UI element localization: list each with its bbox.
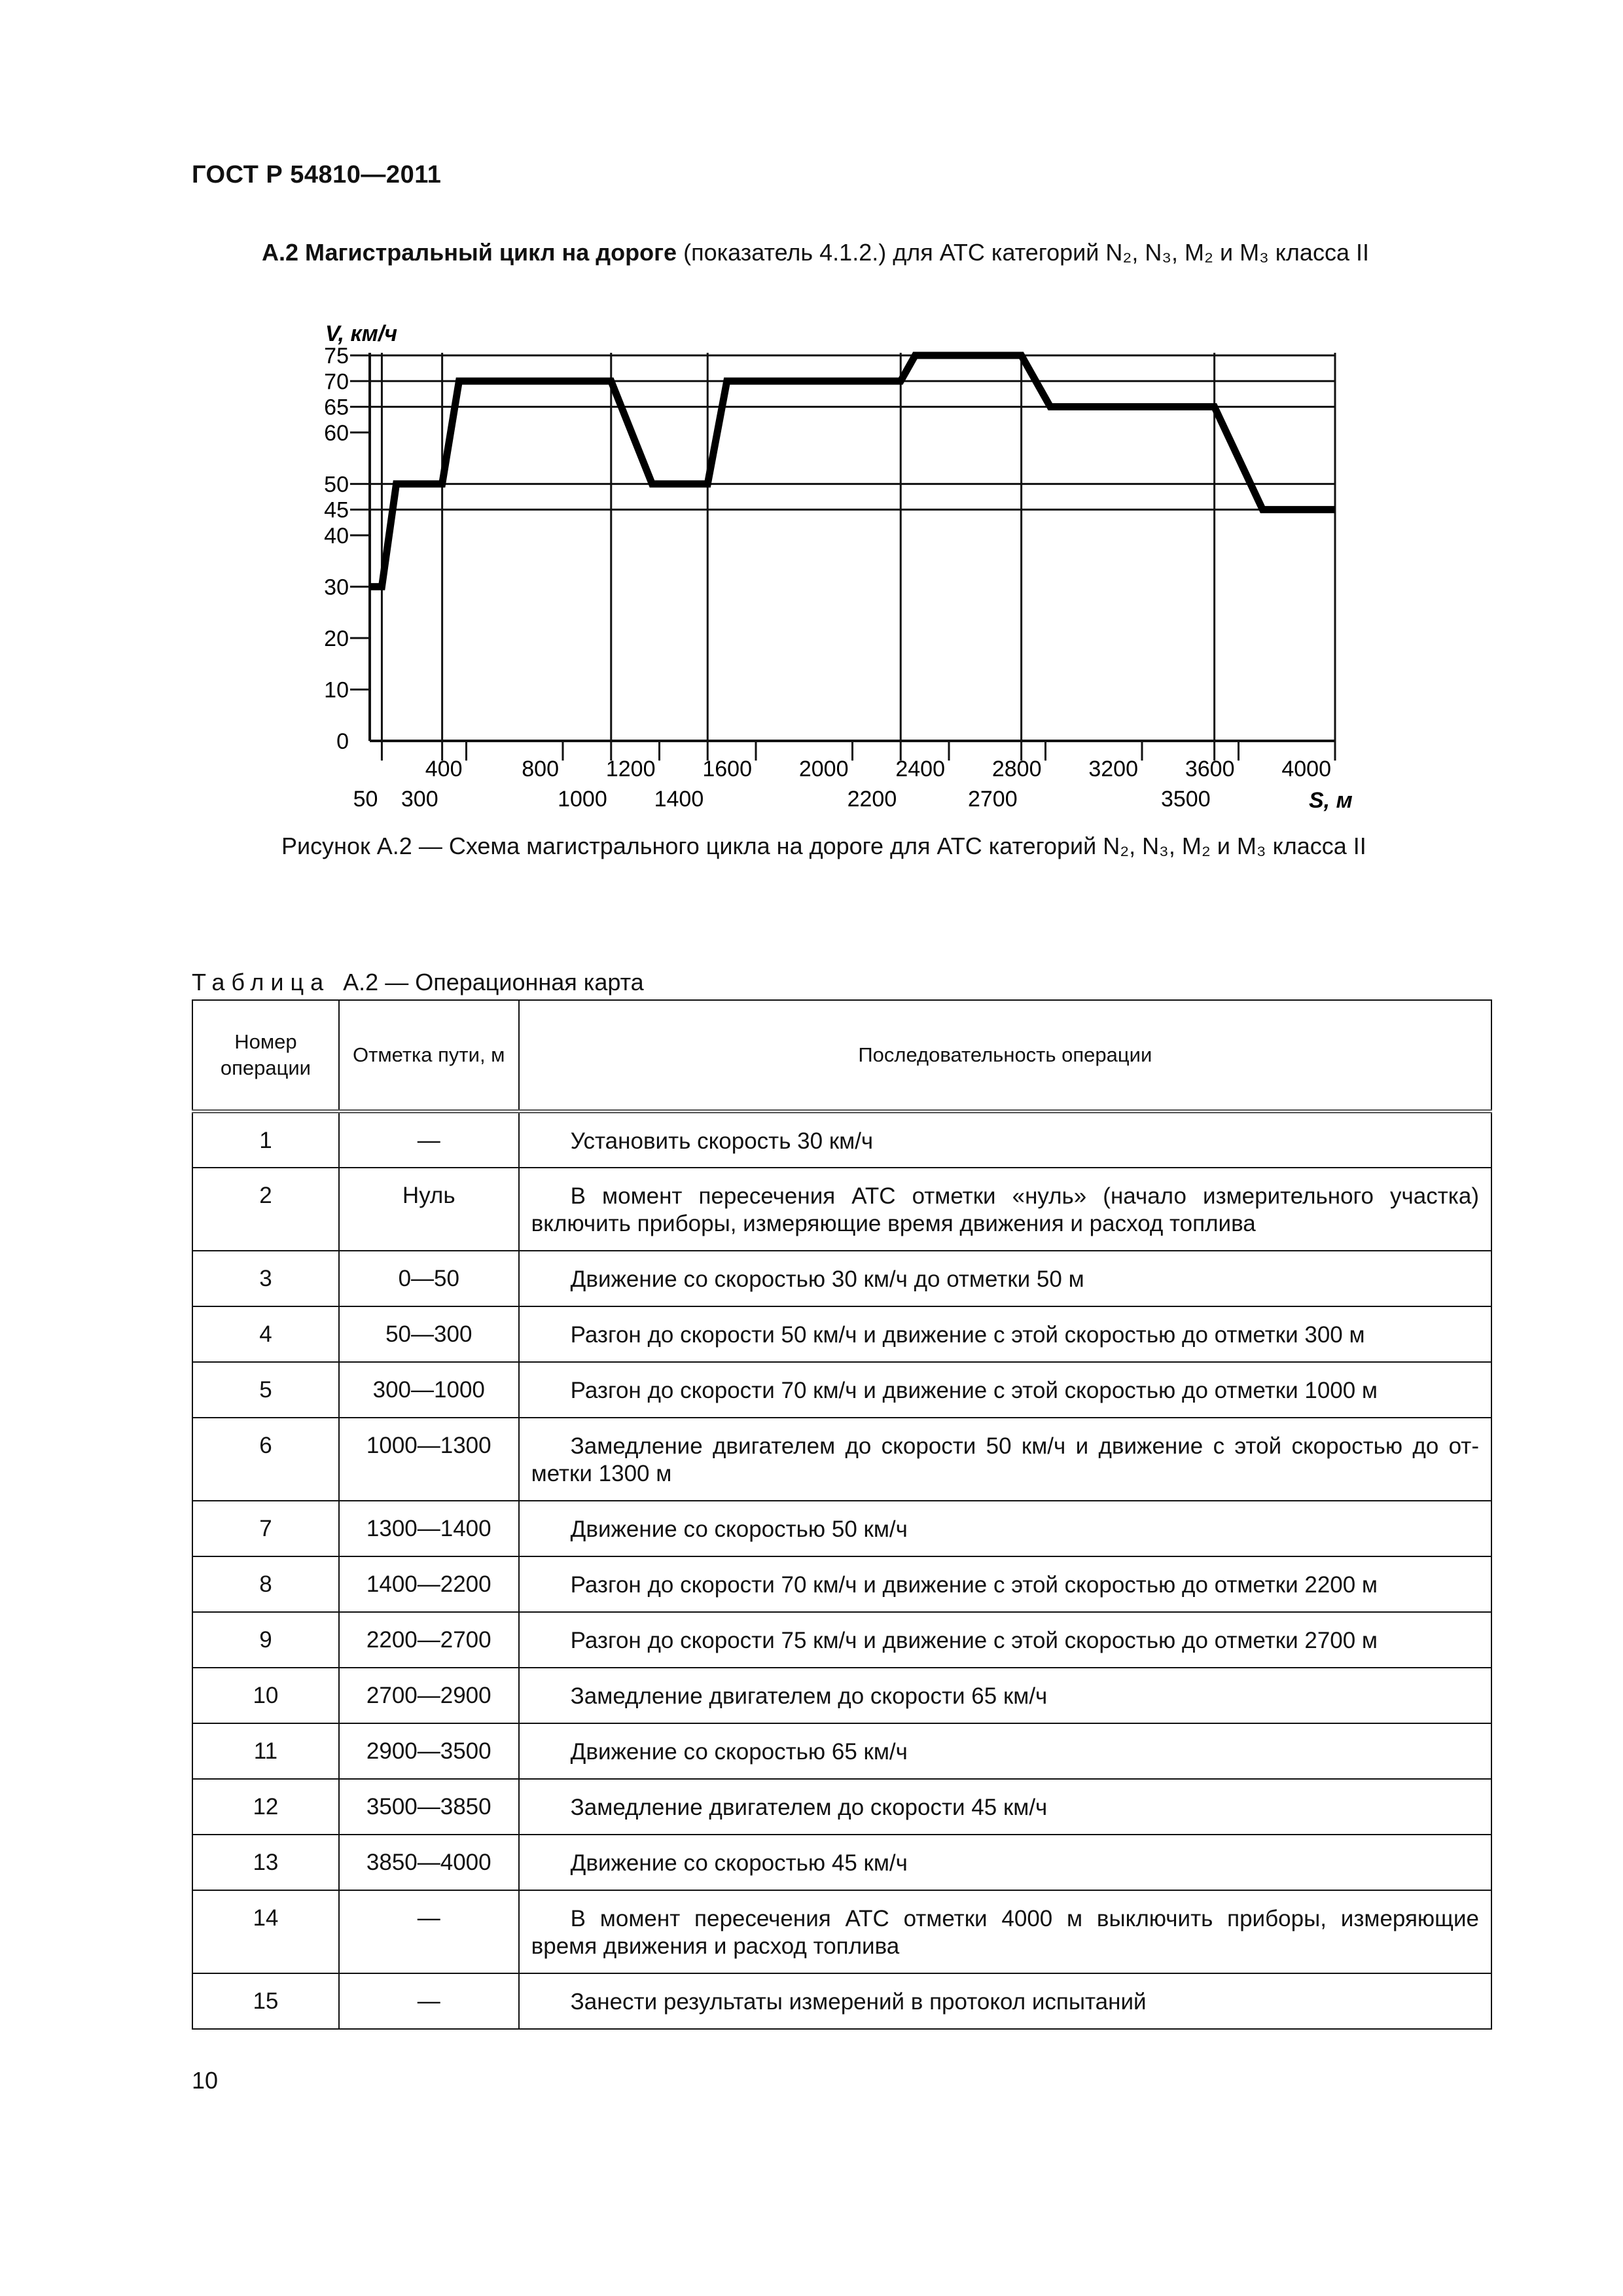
cell-operation-number: 3 — [192, 1251, 339, 1306]
x-tick-label-lower: 50 — [353, 787, 378, 812]
x-tick-label-upper: 1200 — [605, 757, 656, 781]
table-caption-title: А.2 — Операционная карта — [343, 969, 644, 996]
operation-description-text: Замедление двигателем до скорости 65 км/ч — [570, 1683, 1048, 1709]
table-row — [192, 1362, 1491, 1418]
table-row — [192, 1306, 1491, 1362]
x-tick-label-upper: 1600 — [702, 757, 752, 781]
y-tick-label: 65 — [324, 395, 349, 420]
operation-description-text: Движение со скоростью 30 км/ч до отметки 50 м — [570, 1266, 1084, 1292]
x-axis-label: S, м — [1309, 788, 1353, 813]
cell-path-mark: 50—300 — [339, 1306, 519, 1362]
cell-operation-number: 10 — [192, 1668, 339, 1723]
operation-description-text: Разгон до скорости 70 км/ч и движение с этой скоростью до отметки 2200 м — [570, 1572, 1378, 1598]
cell-operation-number: 12 — [192, 1779, 339, 1835]
cell-operation-number: 14 — [192, 1890, 339, 1973]
document-code-header: ГОСТ Р 54810—2011 — [192, 161, 442, 188]
cell-operation-description — [519, 1723, 1491, 1779]
speed-distance-chart — [0, 0, 1623, 825]
table-row — [192, 1168, 1491, 1251]
cell-operation-number: 1 — [192, 1111, 339, 1168]
cell-path-mark: 3500—3850 — [339, 1779, 519, 1835]
x-tick-label-upper: 3600 — [1185, 757, 1235, 781]
y-axis-label: V, км/ч — [325, 321, 398, 346]
cell-path-mark: 2700—2900 — [339, 1668, 519, 1723]
cell-path-mark: — — [339, 1973, 519, 2029]
table-row — [192, 1418, 1491, 1501]
cell-operation-description — [519, 1306, 1491, 1362]
cell-path-mark: 1000—1300 — [339, 1418, 519, 1501]
cell-path-mark: 2900—3500 — [339, 1723, 519, 1779]
y-tick-label: 10 — [324, 677, 349, 703]
y-tick-label: 0 — [336, 729, 349, 754]
y-tick-label: 20 — [324, 626, 349, 651]
cell-operation-number: 7 — [192, 1501, 339, 1556]
header-operation-sequence: Последовательность операции — [519, 1000, 1491, 1111]
x-tick-label-upper: 400 — [425, 757, 463, 781]
x-tick-label-lower: 2200 — [847, 787, 897, 812]
cell-path-mark: 1300—1400 — [339, 1501, 519, 1556]
cell-operation-number: 4 — [192, 1306, 339, 1362]
reference-lines — [370, 353, 1335, 741]
cell-path-mark: — — [339, 1890, 519, 1973]
y-tick-label: 75 — [324, 344, 349, 368]
y-tick-label: 50 — [324, 472, 349, 497]
operation-description-text: В момент пересечения АТС отметки «нуль» (начало измерительного участка) включить приборы, измеряющие время движения и расход топлива — [531, 1183, 1479, 1236]
x-tick-label-upper: 2800 — [991, 757, 1042, 781]
speed-profile-line — [370, 355, 1335, 586]
cell-operation-description — [519, 1556, 1491, 1612]
table-row — [192, 1556, 1491, 1612]
cell-operation-description — [519, 1890, 1491, 1973]
figure-caption: Рисунок А.2 — Схема магистрального цикла на дороге для АТС категорий N₂, N₃, M₂ и M₃ класса II — [281, 833, 1366, 859]
cell-path-mark: — — [339, 1111, 519, 1168]
header-operation-number: Номер операции — [192, 1000, 339, 1111]
table-row — [192, 1890, 1491, 1973]
cell-operation-description — [519, 1612, 1491, 1668]
cell-operation-description — [519, 1362, 1491, 1418]
table-row — [192, 1973, 1491, 2029]
section-heading-bold: А.2 Магистральный цикл на дороге — [262, 239, 677, 266]
cell-operation-number: 13 — [192, 1835, 339, 1890]
x-tick-label-lower: 3500 — [1160, 787, 1211, 812]
cell-operation-number: 2 — [192, 1168, 339, 1251]
x-tick-label-upper: 4000 — [1281, 757, 1331, 781]
cell-operation-number: 9 — [192, 1612, 339, 1668]
cell-operation-description — [519, 1111, 1491, 1168]
y-tick-label: 70 — [324, 369, 349, 395]
table-caption — [192, 969, 644, 996]
cell-path-mark: 300—1000 — [339, 1362, 519, 1418]
table-row — [192, 1835, 1491, 1890]
section-heading-rest: (показатель 4.1.2.) для АТС категорий N₂, N₃, M₂ и M₃ класса II — [677, 239, 1369, 266]
operation-description-text: Движение со скоростью 50 км/ч — [570, 1516, 908, 1542]
cell-path-mark: 2200—2700 — [339, 1612, 519, 1668]
table-row — [192, 1111, 1491, 1168]
table-row — [192, 1779, 1491, 1835]
cell-operation-description — [519, 1668, 1491, 1723]
header-path-mark: Отметка пути, м — [339, 1000, 519, 1111]
operation-description-text: Движение со скоростью 45 км/ч — [570, 1850, 908, 1876]
cell-operation-description — [519, 1501, 1491, 1556]
table-row — [192, 1251, 1491, 1306]
cell-operation-description — [519, 1835, 1491, 1890]
page-number: 10 — [192, 2067, 219, 2094]
operation-description-text: Установить скорость 30 км/ч — [570, 1128, 874, 1154]
cell-operation-description — [519, 1418, 1491, 1501]
operation-description-text: Замедление двигателем до скорости 45 км/ч — [570, 1795, 1048, 1820]
table-header-row — [192, 1000, 1491, 1111]
cell-path-mark: 3850—4000 — [339, 1835, 519, 1890]
operation-description-text: Занести результаты измерений в протокол испытаний — [570, 1989, 1147, 2015]
cell-operation-description — [519, 1973, 1491, 2029]
y-tick-label: 45 — [324, 497, 349, 523]
y-tick-label: 30 — [324, 575, 349, 600]
table-row — [192, 1501, 1491, 1556]
operation-description-text: Замедление двигателем до скорости 50 км/ч и движение с этой скоростью до от-метки 1300 м — [531, 1433, 1479, 1486]
table-row — [192, 1612, 1491, 1668]
cell-operation-description — [519, 1168, 1491, 1251]
cell-operation-description — [519, 1251, 1491, 1306]
x-tick-label-lower: 300 — [401, 787, 438, 812]
table-row — [192, 1723, 1491, 1779]
cell-path-mark: 0—50 — [339, 1251, 519, 1306]
y-tick-label: 40 — [324, 523, 349, 548]
operation-description-text: Разгон до скорости 75 км/ч и движение с этой скоростью до отметки 2700 м — [570, 1628, 1378, 1653]
x-tick-label-lower: 1000 — [558, 787, 607, 812]
cell-operation-number: 11 — [192, 1723, 339, 1779]
operation-description-text: Движение со скоростью 65 км/ч — [570, 1739, 908, 1765]
y-tick-label: 60 — [324, 420, 349, 446]
cell-operation-number: 8 — [192, 1556, 339, 1612]
table-row — [192, 1668, 1491, 1723]
operation-description-text: Разгон до скорости 50 км/ч и движение с этой скоростью до отметки 300 м — [570, 1322, 1365, 1348]
x-tick-label-upper: 3200 — [1088, 757, 1138, 781]
x-tick-label-upper: 2000 — [798, 757, 849, 781]
operation-description-text: Разгон до скорости 70 км/ч и движение с этой скоростью до отметки 1000 м — [570, 1378, 1378, 1403]
operation-description-text: В момент пересечения АТС отметки 4000 м выключить приборы, измеряющие время движения и расход топлива — [531, 1906, 1479, 1959]
x-tick-label-lower: 2700 — [967, 787, 1018, 812]
x-tick-label-lower: 1400 — [654, 787, 704, 812]
cell-path-mark: 1400—2200 — [339, 1556, 519, 1612]
cell-operation-number: 5 — [192, 1362, 339, 1418]
speed-profile — [370, 355, 1335, 586]
x-tick-label-upper: 800 — [522, 757, 559, 781]
table-caption-label: Таблица — [192, 969, 330, 996]
chart-axes — [325, 321, 1353, 813]
x-tick-label-upper: 2400 — [895, 757, 945, 781]
cell-operation-number: 6 — [192, 1418, 339, 1501]
operations-table — [192, 999, 1492, 2030]
cell-operation-description — [519, 1779, 1491, 1835]
cell-operation-number: 15 — [192, 1973, 339, 2029]
cell-path-mark: Нуль — [339, 1168, 519, 1251]
